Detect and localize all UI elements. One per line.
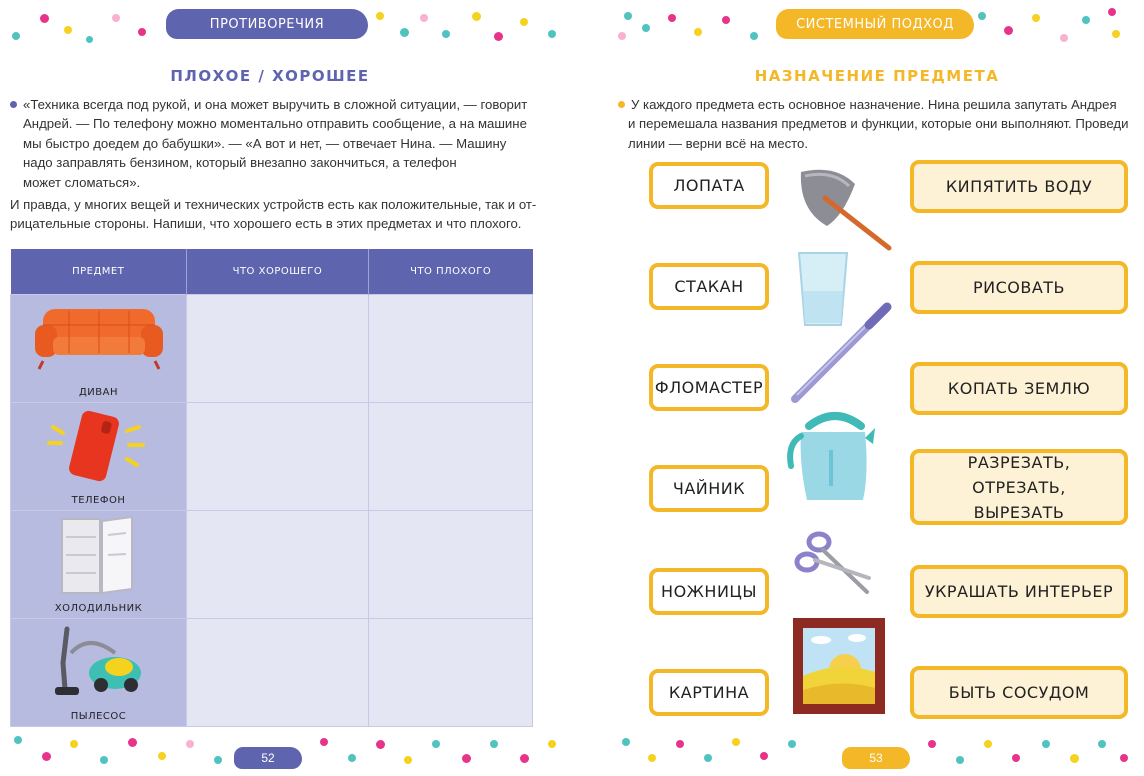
function-box[interactable]: БЫТЬ СОСУДОМ [910,666,1128,719]
quote-line: надо заправлять бензином, который внезапно закончиться, а телефон [23,155,457,171]
confetti-dot [668,14,676,22]
confetti-dot [40,14,49,23]
fridge-icon [54,515,144,597]
scissors-icon [793,528,873,600]
good-cell[interactable] [187,295,369,403]
function-box[interactable]: РАЗРЕЗАТЬ, ОТРЕЗАТЬ, ВЫРЕЗАТЬ [910,449,1128,525]
task-line: рицательные стороны. Напиши, что хорошего есть в этих предметах и что плохого. [10,216,522,232]
item-box-marker[interactable]: ФЛОМАСТЕР [649,364,769,411]
function-box[interactable]: КИПЯТИТЬ ВОДУ [910,160,1128,213]
confetti-dot [432,740,440,748]
confetti-dot [548,30,556,38]
confetti-dot [1070,754,1079,763]
phone-icon [39,407,159,487]
confetti-dot [214,756,222,764]
confetti-dot [376,740,385,749]
bad-cell[interactable] [368,511,532,619]
confetti-dot [520,18,528,26]
confetti-dot [956,756,964,764]
column-header: ЧТО ПЛОХОГО [368,249,532,295]
confetti-dot [648,754,656,762]
item-label: ТЕЛЕФОН [71,495,126,506]
bad-cell[interactable] [368,295,532,403]
confetti-dot [138,28,146,36]
task-line: и перемешала названия предметов и функции, которые они выполняют. Проведи [628,116,1129,132]
pros-cons-table [10,249,533,727]
section-header: СИСТЕМНЫЙ ПОДХОД [776,9,974,39]
item-box-scissors[interactable]: НОЖНИЦЫ [649,568,769,615]
table-row [11,619,533,727]
page-title: ПЛОХОЕ / ХОРОШЕЕ [170,67,370,85]
confetti-dot [64,26,72,34]
item-cell [11,295,187,403]
confetti-dot [442,30,450,38]
confetti-dot [472,12,481,21]
item-cell [11,619,187,727]
quote-line: мы быстро доедем до бабушки». — «А вот и нет, — отвечает Нина. — Машину [23,135,507,151]
column-header: ПРЕДМЕТ [11,249,187,295]
quote-paragraph [10,95,550,192]
quote-line: может сломаться». [23,174,141,190]
confetti-dot [1032,14,1040,22]
confetti-dot [1060,34,1068,42]
task-line: У каждого предмета есть основное назначение. Нина решила запутать Андрея [631,97,1117,112]
confetti-dot [624,12,632,20]
confetti-dot [348,754,356,762]
bad-cell[interactable] [368,619,532,727]
item-box-painting[interactable]: КАРТИНА [649,669,769,716]
task-line: линии — верни всё на место. [628,135,809,151]
task-line: И правда, у многих вещей и технических устройств есть как положительные, так и от- [10,197,537,212]
confetti-dot [376,12,384,20]
function-box[interactable]: УКРАШАТЬ ИНТЕРЬЕР [910,565,1128,618]
marker-icon [785,299,895,409]
table-row [11,295,533,403]
confetti-dot [42,752,51,761]
sofa-icon [29,303,169,373]
confetti-dot [520,754,529,763]
confetti-dot [984,740,992,748]
confetti-dot [760,752,768,760]
confetti-dot [548,740,556,748]
table-row [11,403,533,511]
confetti-dot [128,738,137,747]
confetti-dot [404,756,412,764]
confetti-dot [704,754,712,762]
confetti-dot [622,738,630,746]
item-label: ПЫЛЕСОС [70,711,127,722]
confetti-dot [186,740,194,748]
confetti-dot [320,738,328,746]
good-cell[interactable] [187,619,369,727]
item-label: ХОЛОДИЛЬНИК [54,603,143,614]
bad-cell[interactable] [368,403,532,511]
confetti-dot [490,740,498,748]
confetti-dot [1012,754,1020,762]
confetti-dot [722,16,730,24]
vacuum-icon [49,623,149,703]
confetti-dot [694,28,702,36]
confetti-dot [494,32,503,41]
shovel-icon [785,164,895,252]
confetti-dot [928,740,936,748]
page-number: 53 [842,747,910,769]
confetti-dot [70,740,78,748]
function-box[interactable]: КОПАТЬ ЗЕМЛЮ [910,362,1128,415]
confetti-dot [1108,8,1116,16]
quote-line: «Техника всегда под рукой, и она может выручить в сложной ситуации, — говорит [23,97,528,112]
bullet-dot [618,101,625,108]
table-row [11,511,533,619]
confetti-dot [1120,754,1128,762]
task-paragraph [618,95,1138,153]
confetti-dot [400,28,409,37]
page-number: 52 [234,747,302,769]
confetti-dot [14,736,22,744]
item-cell [11,403,187,511]
confetti-dot [12,32,20,40]
item-box-glass[interactable]: СТАКАН [649,263,769,310]
item-cell [11,511,187,619]
confetti-dot [676,740,684,748]
confetti-dot [1082,16,1090,24]
confetti-dot [642,24,650,32]
good-cell[interactable] [187,511,369,619]
confetti-dot [112,14,120,22]
function-box[interactable]: РИСОВАТЬ [910,261,1128,314]
confetti-dot [618,32,626,40]
confetti-dot [732,738,740,746]
kettle-icon [785,404,875,504]
confetti-dot [420,14,428,22]
confetti-dot [1112,30,1120,38]
confetti-dot [1004,26,1013,35]
confetti-dot [158,752,166,760]
quote-line: Андрей. — По телефону можно моментально отправить сообщение, а на машине [23,116,527,132]
confetti-dot [462,754,471,763]
item-label: ДИВАН [78,387,118,398]
column-header: ЧТО ХОРОШЕГО [187,249,369,295]
item-box-shovel[interactable]: ЛОПАТА [649,162,769,209]
right-page [572,0,1144,776]
confetti-dot [788,740,796,748]
confetti-dot [100,756,108,764]
confetti-dot [1098,740,1106,748]
confetti-dot [1042,740,1050,748]
bullet-dot [10,101,17,108]
painting-icon [791,616,887,716]
confetti-dot [750,32,758,40]
section-header: ПРОТИВОРЕЧИЯ [166,9,368,39]
task-paragraph [10,195,550,234]
good-cell[interactable] [187,403,369,511]
page-title: НАЗНАЧЕНИЕ ПРЕДМЕТА [754,67,1000,85]
item-box-kettle[interactable]: ЧАЙНИК [649,465,769,512]
confetti-dot [978,12,986,20]
confetti-dot [86,36,93,43]
table-header-row [11,249,533,295]
